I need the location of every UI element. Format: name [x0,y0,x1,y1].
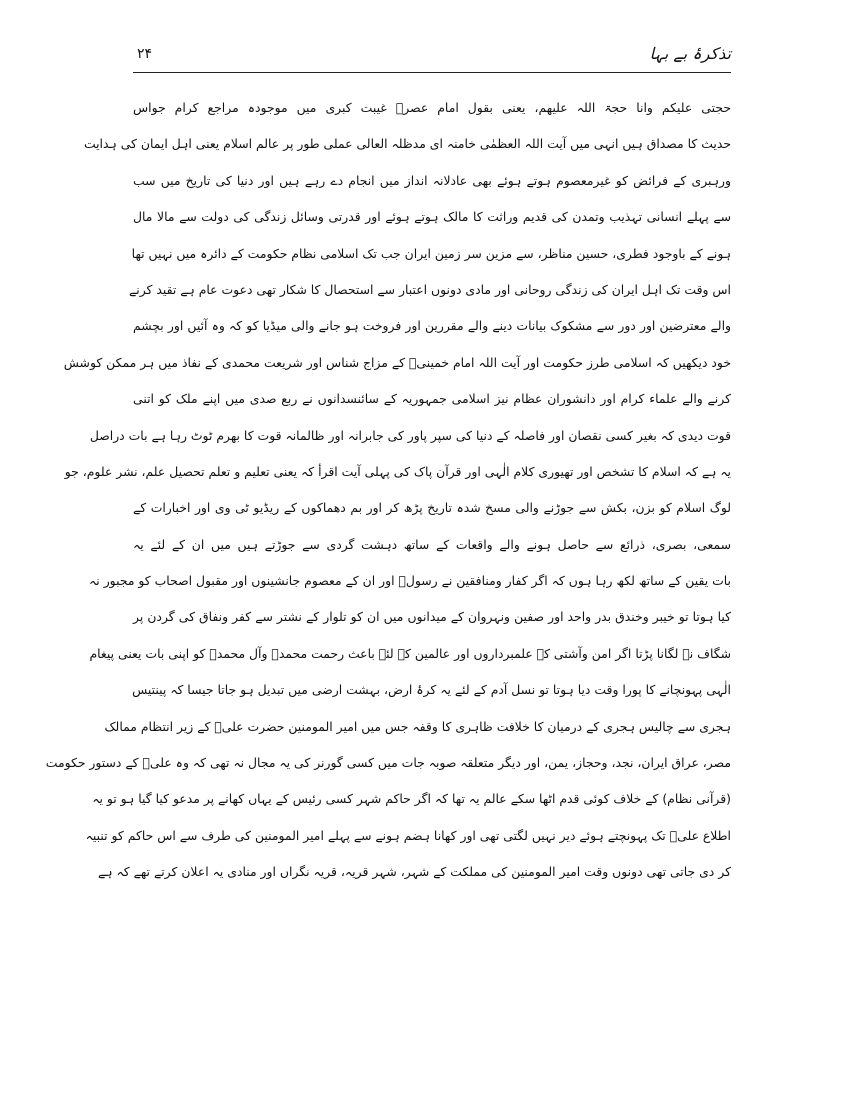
text-line: لوگ اسلام کو بزن، بکش سے جوڑنے والی مسخ شدہ تاریخ پڑھ کر اور بم دھماکوں کے ریڈیو ٹی وی اور اخبارات کے [133,500,731,516]
text-line: حجتی علیکم وانا حجۃ اللہ علیھم، یعنی بقول امام عصرؑ غیبت کبری میں موجودہ مراجع کرام جواس [133,100,731,115]
text-line: (قرآنی نظام) کے خلاف کوئی قدم اٹھا سکے عالم یہ تھا کہ اگر حاکم شہر کسی رئیس کے یہاں کھانے پر مدعو کیا گیا ہو تو یہ [92,791,731,807]
text-line: شگاف نہ لگانا پڑتا اگر امن وآشتی کے علمبرداروں اور عالمین کے لئے باعث رحمت محمدؐ وآل محمدؐ کو اپنی بات یعنی پیغام [89,645,731,661]
page-number: ۲۴ [137,46,153,62]
text-line: سے پہلے انسانی تہذیب وتمدن کی قدیم وراثت کا مالک ہوتے ہوئے اور قدرتی وسائل زندگی کی دولت سے مالا مال [133,209,731,225]
text-line: حدیث کا مصداق ہیں انہی میں آیت اللہ العظمٰی خامنہ ای مدظلہ العالی عملی طور پر عالم اسلام یعنی اہل ایمان کی ہدایت [83,136,731,152]
page-header [133,44,731,72]
text-line: خود دیکھیں کہ اسلامی طرز حکومت اور آیت اللہ امام خمینیؒ کے مزاج شناس اور شریعت محمدی کے نفاذ میں ہر ممکن کوشش [63,354,731,370]
text-line: اطلاع علیؑ تک پہونچتے ہوئے دیر نہیں لگتی تھی اور کھانا ہضم ہونے سے پہلے امیر المومنین کی طرف سے اس حاکم کو تنبیہ [85,827,731,843]
text-line: مصر، عراق ایران، نجد، وحجاز، یمن، اور دیگر متعلقہ صوبہ جات میں کسی گورنر کی یہ مجال نہ تھی کہ وہ علیؑ کے دستور حکومت [45,755,731,771]
text-line: قوت دیدی کہ بغیر کسی نقصان اور فاصلہ کے دنیا کی سپر پاور کی جابرانہ اور ظالمانہ قوت کا بھرم ٹوٹ رہا ہے بات دراصل [89,427,731,443]
text-line: ورہبری کے فرائض کو غیرمعصوم ہوتے ہوئے بھی عادلانہ انداز میں انجام دے رہے ہیں اور دنیا کی تاریخ میں سب [133,172,731,188]
text-line: بات یقین کے ساتھ لکھ رہا ہوں کہ اگر کفار ومنافقین نے رسولؐ اور ان کے معصوم جانشینوں اور مقبول اصحاب کو مجبور نہ [89,573,731,589]
text-line: ہجری سے چالیس ہجری کے درمیان کا خلافت ظاہری کا وقفہ جس میں امیر المومنین حضرت علیؑ کے زیر انتظام ممالک [104,718,731,734]
text-line: والے معترضین اور دور سے مشکوک بیانات دینے والے مقررین اور فروخت ہو جانے والی میڈیا کو کہ وہ آئیں اور بچشم [133,318,731,334]
text-line: الٰہی پہونچانے کا پورا وقت دیا ہوتا تو نسل آدم کے لئے یہ کرۂ ارض، بہشت ارضی میں تبدیل ہو جاتا جیسا کہ پینتیس [132,682,731,698]
text-line: ہونے کے باوجود فطری، حسین مناظر، سے مزین سر زمین ایران جب تک اسلامی نظام حکومت کے دائرہ میں نہیں تھا [131,245,731,261]
text-line: اس وقت تک اہل ایران کی زندگی روحانی اور مادی دونوں اعتبار سے استحصال کا شکار تھی دعوت عام ہے تقید کرنے [129,281,731,297]
body-text [45,90,731,891]
header-divider [133,72,731,73]
text-line: کرنے والے علماء کرام اور دانشوران عظام نیز اسلامی جمہوریہ کے سائنسدانوں نے ربع صدی میں اپنے ملک کو اتنی [133,391,731,407]
book-title: تذکرۂ بے بہا [649,44,731,63]
text-line: کر دی جاتی تھی دونوں وقت امیر المومنین کی مملکت کے شہر، شہر قریہ، قریہ نگراں اور منادی یہ اعلان کرتے تھے کہ ہے [98,864,731,880]
text-line: یہ ہے کہ اسلام کا تشخص اور تھیوری کلام الٰہی اور قرآن پاک کی پہلی آیت اقرأ کہ یعنی تعلیم و تعلم تحصیل علم، نشر علوم، جو [64,463,731,479]
text-line: سمعی، بصری، ذرائع سے حاصل ہونے والے واقعات کے ساتھ دہشت گردی سے جوڑتے ہیں میں ان کے لئے یہ [133,536,731,552]
text-line: کیا ہوتا تو خیبر وخندق بدر واحد اور صفین ونہروان کے میدانوں میں ان کو تلوار کے نشتر سے کفر ونفاق کی گردن پر [133,609,731,625]
